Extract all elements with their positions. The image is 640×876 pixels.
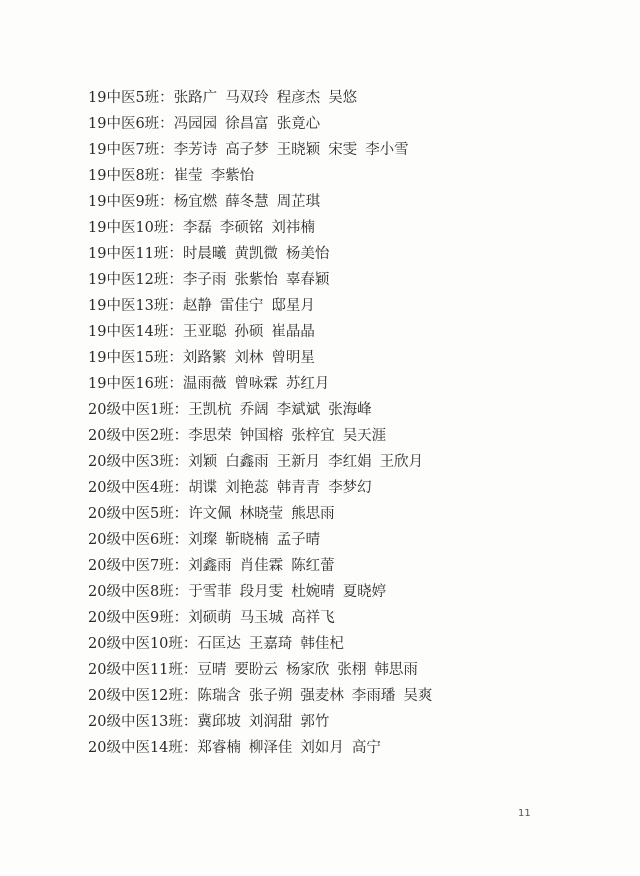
roster-row <box>88 319 608 345</box>
student-names <box>183 376 338 392</box>
student-names <box>183 324 323 340</box>
class-label: 20级中医2班： <box>88 428 189 444</box>
student-name: 李思荣 <box>188 428 232 444</box>
student-name: 宋雯 <box>328 142 358 158</box>
student-name: 张栩 <box>337 662 367 678</box>
student-names <box>188 480 380 496</box>
class-label: 20级中医14班： <box>88 740 198 756</box>
roster-row <box>88 85 608 111</box>
student-name: 张子朔 <box>248 688 293 704</box>
student-name: 冯园园 <box>173 116 218 132</box>
student-name: 许文佩 <box>188 506 232 522</box>
student-names <box>188 532 328 548</box>
class-label: 19中医5班： <box>88 90 174 106</box>
roster-row <box>88 683 608 709</box>
roster-row <box>88 293 608 319</box>
student-names <box>197 714 337 730</box>
student-name: 王凯杭 <box>188 402 232 418</box>
student-name: 石匡达 <box>197 636 241 652</box>
student-name: 马双玲 <box>225 90 269 106</box>
student-names <box>183 272 338 288</box>
class-label: 20级中医3班： <box>88 454 189 470</box>
student-name: 李硕铭 <box>219 220 264 236</box>
student-name: 郭竹 <box>300 714 330 730</box>
student-name: 冀邱坡 <box>197 714 241 730</box>
student-name: 黄凯微 <box>234 246 278 262</box>
class-label: 19中医15班： <box>88 350 183 366</box>
student-name: 雷佳宁 <box>219 298 264 314</box>
roster-row <box>88 163 608 189</box>
student-names <box>188 506 343 522</box>
class-label: 19中医7班： <box>88 142 174 158</box>
student-name: 杜婉晴 <box>291 584 335 600</box>
student-name: 李小雪 <box>365 142 409 158</box>
student-name: 陈红蕾 <box>291 558 335 574</box>
student-names <box>197 636 352 652</box>
roster-row <box>88 657 608 683</box>
roster-row <box>88 553 608 579</box>
student-name: 杨宜燃 <box>173 194 218 210</box>
class-label: 19中医11班： <box>88 246 183 262</box>
roster-row <box>88 189 608 215</box>
student-name: 靳晓楠 <box>225 532 269 548</box>
class-label: 20级中医5班： <box>88 506 189 522</box>
student-name: 周芷琪 <box>276 194 321 210</box>
student-name: 李梦幻 <box>328 480 372 496</box>
class-label: 20级中医13班： <box>88 714 198 730</box>
student-names <box>174 194 329 210</box>
roster-row <box>88 527 608 553</box>
student-name: 曾明星 <box>271 350 315 366</box>
student-name: 温雨薇 <box>182 376 227 392</box>
student-name: 刘鑫雨 <box>188 558 232 574</box>
student-name: 李芳诗 <box>173 142 218 158</box>
student-name: 孟子晴 <box>276 532 321 548</box>
student-names <box>188 454 431 470</box>
student-name: 李斌斌 <box>276 402 321 418</box>
roster-row <box>88 345 608 371</box>
roster-row <box>88 371 608 397</box>
student-names <box>183 350 323 366</box>
student-name: 薛冬慧 <box>225 194 269 210</box>
student-name: 夏晓婷 <box>342 584 387 600</box>
student-name: 钟国榕 <box>239 428 284 444</box>
class-label: 19中医12班： <box>88 272 183 288</box>
student-name: 林晓莹 <box>239 506 284 522</box>
roster-row <box>88 709 608 735</box>
student-name: 郑睿楠 <box>197 740 241 756</box>
class-label: 19中医8班： <box>88 168 174 184</box>
student-name: 韩思雨 <box>374 662 418 678</box>
roster-row <box>88 605 608 631</box>
roster-row <box>88 241 608 267</box>
student-name: 刘颖 <box>188 454 218 470</box>
student-name: 赵静 <box>182 298 212 314</box>
student-name: 刘润甜 <box>248 714 293 730</box>
student-name: 刘祎楠 <box>271 220 315 236</box>
student-name: 张梓宜 <box>291 428 335 444</box>
student-name: 时晨曦 <box>182 246 227 262</box>
class-label: 20级中医12班： <box>88 688 198 704</box>
student-name: 刘林 <box>234 350 264 366</box>
student-name: 李红娟 <box>328 454 372 470</box>
student-name: 肖佳霖 <box>239 558 284 574</box>
student-names <box>183 246 338 262</box>
student-name: 孙硕 <box>234 324 264 340</box>
student-names <box>174 142 417 158</box>
student-name: 李紫怡 <box>210 168 255 184</box>
student-name: 杨家欣 <box>285 662 330 678</box>
class-label: 20级中医8班： <box>88 584 189 600</box>
student-name: 高宁 <box>351 740 381 756</box>
class-label: 19中医9班： <box>88 194 174 210</box>
student-names <box>183 298 323 314</box>
class-label: 19中医13班： <box>88 298 183 314</box>
student-name: 高子梦 <box>225 142 269 158</box>
class-roster-list <box>88 85 608 761</box>
student-names <box>188 428 394 444</box>
roster-row <box>88 423 608 449</box>
student-names <box>174 116 329 132</box>
student-name: 豆晴 <box>197 662 227 678</box>
page-number: 11 <box>518 808 531 819</box>
student-name: 王亚聪 <box>182 324 227 340</box>
student-name: 程彦杰 <box>276 90 321 106</box>
student-name: 段月雯 <box>239 584 284 600</box>
student-name: 李雨璠 <box>351 688 396 704</box>
student-names <box>183 220 323 236</box>
student-name: 辜春颖 <box>285 272 330 288</box>
student-name: 强麦林 <box>300 688 344 704</box>
student-name: 刘路繁 <box>182 350 227 366</box>
student-name: 熊思雨 <box>291 506 335 522</box>
student-name: 吴悠 <box>328 90 358 106</box>
roster-row <box>88 735 608 761</box>
student-names <box>188 402 380 418</box>
student-name: 韩佳杞 <box>300 636 344 652</box>
student-name: 王欣月 <box>379 454 424 470</box>
class-label: 20级中医1班： <box>88 402 189 418</box>
student-name: 苏红月 <box>285 376 330 392</box>
roster-row <box>88 215 608 241</box>
class-label: 20级中医6班： <box>88 532 189 548</box>
student-name: 马玉城 <box>239 610 284 626</box>
student-name: 刘艳蕊 <box>225 480 269 496</box>
student-name: 张竟心 <box>276 116 321 132</box>
student-name: 李子雨 <box>182 272 227 288</box>
student-name: 李磊 <box>182 220 212 236</box>
student-name: 陈瑞含 <box>197 688 241 704</box>
student-names <box>174 168 263 184</box>
roster-row <box>88 137 608 163</box>
student-names <box>188 610 343 626</box>
student-names <box>197 688 440 704</box>
class-label: 20级中医9班： <box>88 610 189 626</box>
roster-row <box>88 475 608 501</box>
student-names <box>197 662 426 678</box>
student-name: 杨美怡 <box>285 246 330 262</box>
roster-row <box>88 267 608 293</box>
student-name: 高祥飞 <box>291 610 335 626</box>
student-name: 刘璨 <box>188 532 218 548</box>
student-name: 张海峰 <box>328 402 372 418</box>
student-names <box>188 584 394 600</box>
roster-row <box>88 631 608 657</box>
student-name: 王新月 <box>276 454 321 470</box>
student-name: 张路广 <box>173 90 218 106</box>
student-name: 崔莹 <box>173 168 203 184</box>
student-name: 王晓颖 <box>276 142 321 158</box>
roster-row <box>88 449 608 475</box>
student-name: 吴天涯 <box>342 428 387 444</box>
student-name: 乔阔 <box>239 402 269 418</box>
student-name: 白鑫雨 <box>225 454 269 470</box>
student-name: 徐昌富 <box>225 116 269 132</box>
student-names <box>188 558 343 574</box>
class-label: 19中医6班： <box>88 116 174 132</box>
roster-row <box>88 111 608 137</box>
student-name: 王嘉琦 <box>248 636 293 652</box>
student-name: 邸星月 <box>271 298 315 314</box>
class-label: 20级中医10班： <box>88 636 198 652</box>
student-name: 刘硕萌 <box>188 610 232 626</box>
student-name: 张紫怡 <box>234 272 278 288</box>
student-name: 要盼云 <box>234 662 278 678</box>
student-name: 柳泽佳 <box>248 740 293 756</box>
student-name: 刘如月 <box>300 740 344 756</box>
student-names <box>197 740 389 756</box>
student-name: 韩青青 <box>276 480 321 496</box>
class-label: 19中医10班： <box>88 220 183 236</box>
class-label: 20级中医11班： <box>88 662 198 678</box>
class-label: 19中医16班： <box>88 376 183 392</box>
student-name: 于雪菲 <box>188 584 232 600</box>
student-name: 曾咏霖 <box>234 376 278 392</box>
class-label: 20级中医4班： <box>88 480 189 496</box>
roster-row <box>88 501 608 527</box>
student-name: 崔晶晶 <box>271 324 315 340</box>
student-names <box>174 90 366 106</box>
roster-row <box>88 397 608 423</box>
class-label: 20级中医7班： <box>88 558 189 574</box>
student-name: 胡谍 <box>188 480 218 496</box>
student-name: 吴爽 <box>403 688 433 704</box>
class-label: 19中医14班： <box>88 324 183 340</box>
roster-row <box>88 579 608 605</box>
